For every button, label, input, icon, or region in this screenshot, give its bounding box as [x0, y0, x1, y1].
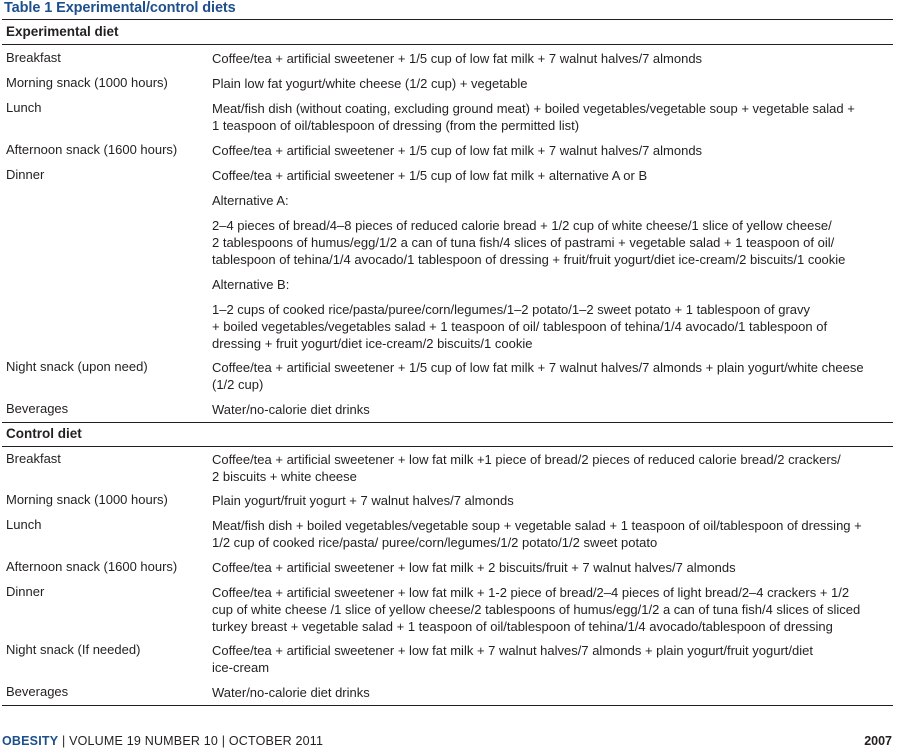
desc-line: 1/2 cup of cooked rice/pasta/ puree/corn/legumes/1/2 potato/1/2 sweet potato	[212, 535, 658, 550]
top-rule	[2, 19, 893, 20]
desc-line: Meat/fish dish + boiled vegetables/vegetable soup + vegetable salad + 1 teaspoon of oil/tablespoon of dressing +	[212, 518, 862, 533]
desc-line: Water/no-calorie diet drinks	[212, 402, 370, 417]
table-title: Table 1 Experimental/control diets	[4, 0, 236, 16]
desc-line: ice-cream	[212, 660, 270, 675]
desc-line: Coffee/tea + artificial sweetener + low fat milk + 1-2 piece of bread/2–4 pieces of light bread/2–4 crackers + 1/2	[212, 585, 850, 600]
alternative-b-heading	[212, 276, 888, 293]
desc-line: Coffee/tea + artificial sweetener + 1/5 cup of low fat milk + 7 walnut halves/7 almonds + plain yogurt/white cheese	[212, 360, 864, 375]
row-desc-ctl-afternoon-snack	[212, 559, 888, 576]
desc-line: dressing + fruit yogurt/diet ice-cream/2 biscuits/1 cookie	[212, 336, 533, 351]
row-label-ctl-lunch: Lunch	[6, 517, 42, 532]
row-desc-ctl-lunch	[212, 517, 888, 551]
experimental-diet-heading: Experimental diet	[6, 24, 119, 39]
row-label-exp-afternoon-snack: Afternoon snack (1600 hours)	[6, 142, 178, 157]
desc-line: Plain low fat yogurt/white cheese (1/2 cup) + vegetable	[212, 76, 528, 91]
issue-info: | VOLUME 19 NUMBER 10 | OCTOBER 2011	[58, 734, 324, 748]
row-desc-exp-dinner	[212, 167, 888, 184]
row-desc-ctl-night-snack	[212, 642, 888, 676]
row-label-ctl-morning-snack: Morning snack (1000 hours)	[6, 492, 168, 507]
row-label-ctl-night-snack: Night snack (If needed)	[6, 642, 141, 657]
row-desc-exp-beverages	[212, 401, 888, 418]
desc-line: 1–2 cups of cooked rice/pasta/puree/corn/legumes/1–2 potato/1–2 sweet potato + 1 tablespoon of gravy	[212, 302, 811, 317]
row-label-ctl-beverages: Beverages	[6, 684, 69, 699]
desc-line: Alternative A:	[212, 193, 289, 208]
row-desc-exp-morning-snack	[212, 75, 888, 92]
row-label-exp-night-snack: Night snack (upon need)	[6, 359, 148, 374]
row-label-exp-breakfast: Breakfast	[6, 50, 61, 65]
desc-line: 2 tablespoons of humus/egg/1/2 a can of tuna fish/4 slices of pastrami + vegetable salad + 1 teaspoon of oil/	[212, 235, 835, 250]
desc-line: (1/2 cup)	[212, 377, 264, 392]
page-number: 2007	[864, 734, 892, 748]
row-label-ctl-afternoon-snack: Afternoon snack (1600 hours)	[6, 559, 178, 574]
alternative-a-heading	[212, 192, 888, 209]
control-heading-rule	[2, 446, 893, 447]
bottom-rule	[2, 705, 893, 706]
desc-line: Alternative B:	[212, 277, 290, 292]
desc-line: Water/no-calorie diet drinks	[212, 685, 370, 700]
row-desc-ctl-beverages	[212, 684, 888, 701]
desc-line: tablespoon of tehina/1/4 avocado/1 tablespoon of dressing + fruit/fruit yogurt/diet ice-cream/2 biscuits/1 cookie	[212, 252, 846, 267]
experimental-heading-rule	[2, 44, 893, 45]
row-desc-ctl-dinner	[212, 584, 888, 635]
desc-line: 2 biscuits + white cheese	[212, 469, 357, 484]
alternative-b-desc	[212, 301, 888, 352]
row-label-exp-dinner: Dinner	[6, 167, 45, 182]
row-label-ctl-dinner: Dinner	[6, 584, 45, 599]
row-label-exp-lunch: Lunch	[6, 100, 42, 115]
desc-line: Meat/fish dish (without coating, excluding ground meat) + boiled vegetables/vegetable soup + vegetable salad +	[212, 101, 855, 116]
row-desc-exp-afternoon-snack	[212, 142, 888, 159]
row-desc-ctl-breakfast	[212, 451, 888, 485]
desc-line: 2–4 pieces of bread/4–8 pieces of reduced calorie bread + 1/2 cup of white cheese/1 slice of yellow cheese/	[212, 218, 832, 233]
desc-line: cup of white cheese /1 slice of yellow cheese/2 tablespoons of humus/egg/1/2 a can of tuna fish/4 slices of sliced	[212, 602, 861, 617]
journal-name: OBESITY	[2, 734, 59, 748]
desc-line: 1 teaspoon of oil/tablespoon of dressing (from the permitted list)	[212, 118, 580, 133]
desc-line: turkey breast + vegetable salad + 1 teaspoon of oil/tablespoon of tehina/1/4 avocado/tablespoon of dressing	[212, 619, 833, 634]
desc-line: Coffee/tea + artificial sweetener + low fat milk +1 piece of bread/2 pieces of reduced calorie bread/2 crackers/	[212, 452, 841, 467]
alternative-a-desc	[212, 217, 888, 268]
row-desc-exp-breakfast	[212, 50, 888, 67]
desc-line: Coffee/tea + artificial sweetener + low fat milk + 2 biscuits/fruit + 7 walnut halves/7 almonds	[212, 560, 736, 575]
desc-line: Coffee/tea + artificial sweetener + low fat milk + 7 walnut halves/7 almonds + plain yogurt/fruit yogurt/diet	[212, 643, 813, 658]
section-rule	[2, 422, 893, 423]
row-desc-exp-lunch	[212, 100, 888, 134]
row-desc-exp-night-snack	[212, 359, 888, 393]
desc-line: Coffee/tea + artificial sweetener + 1/5 cup of low fat milk + 7 walnut halves/7 almonds	[212, 143, 703, 158]
row-label-exp-beverages: Beverages	[6, 401, 69, 416]
row-desc-ctl-morning-snack	[212, 492, 888, 509]
row-label-exp-morning-snack: Morning snack (1000 hours)	[6, 75, 168, 90]
desc-line: + boiled vegetables/vegetables salad + 1 teaspoon of oil/ tablespoon of tehina/1/4 avocado/1 tablespoon of	[212, 319, 828, 334]
desc-line: Coffee/tea + artificial sweetener + 1/5 cup of low fat milk + 7 walnut halves/7 almonds	[212, 51, 703, 66]
desc-line: Plain yogurt/fruit yogurt + 7 walnut halves/7 almonds	[212, 493, 514, 508]
journal-footer	[2, 734, 323, 748]
desc-line: Coffee/tea + artificial sweetener + 1/5 cup of low fat milk + alternative A or B	[212, 168, 648, 183]
control-diet-heading: Control diet	[6, 426, 82, 441]
row-label-ctl-breakfast: Breakfast	[6, 451, 61, 466]
